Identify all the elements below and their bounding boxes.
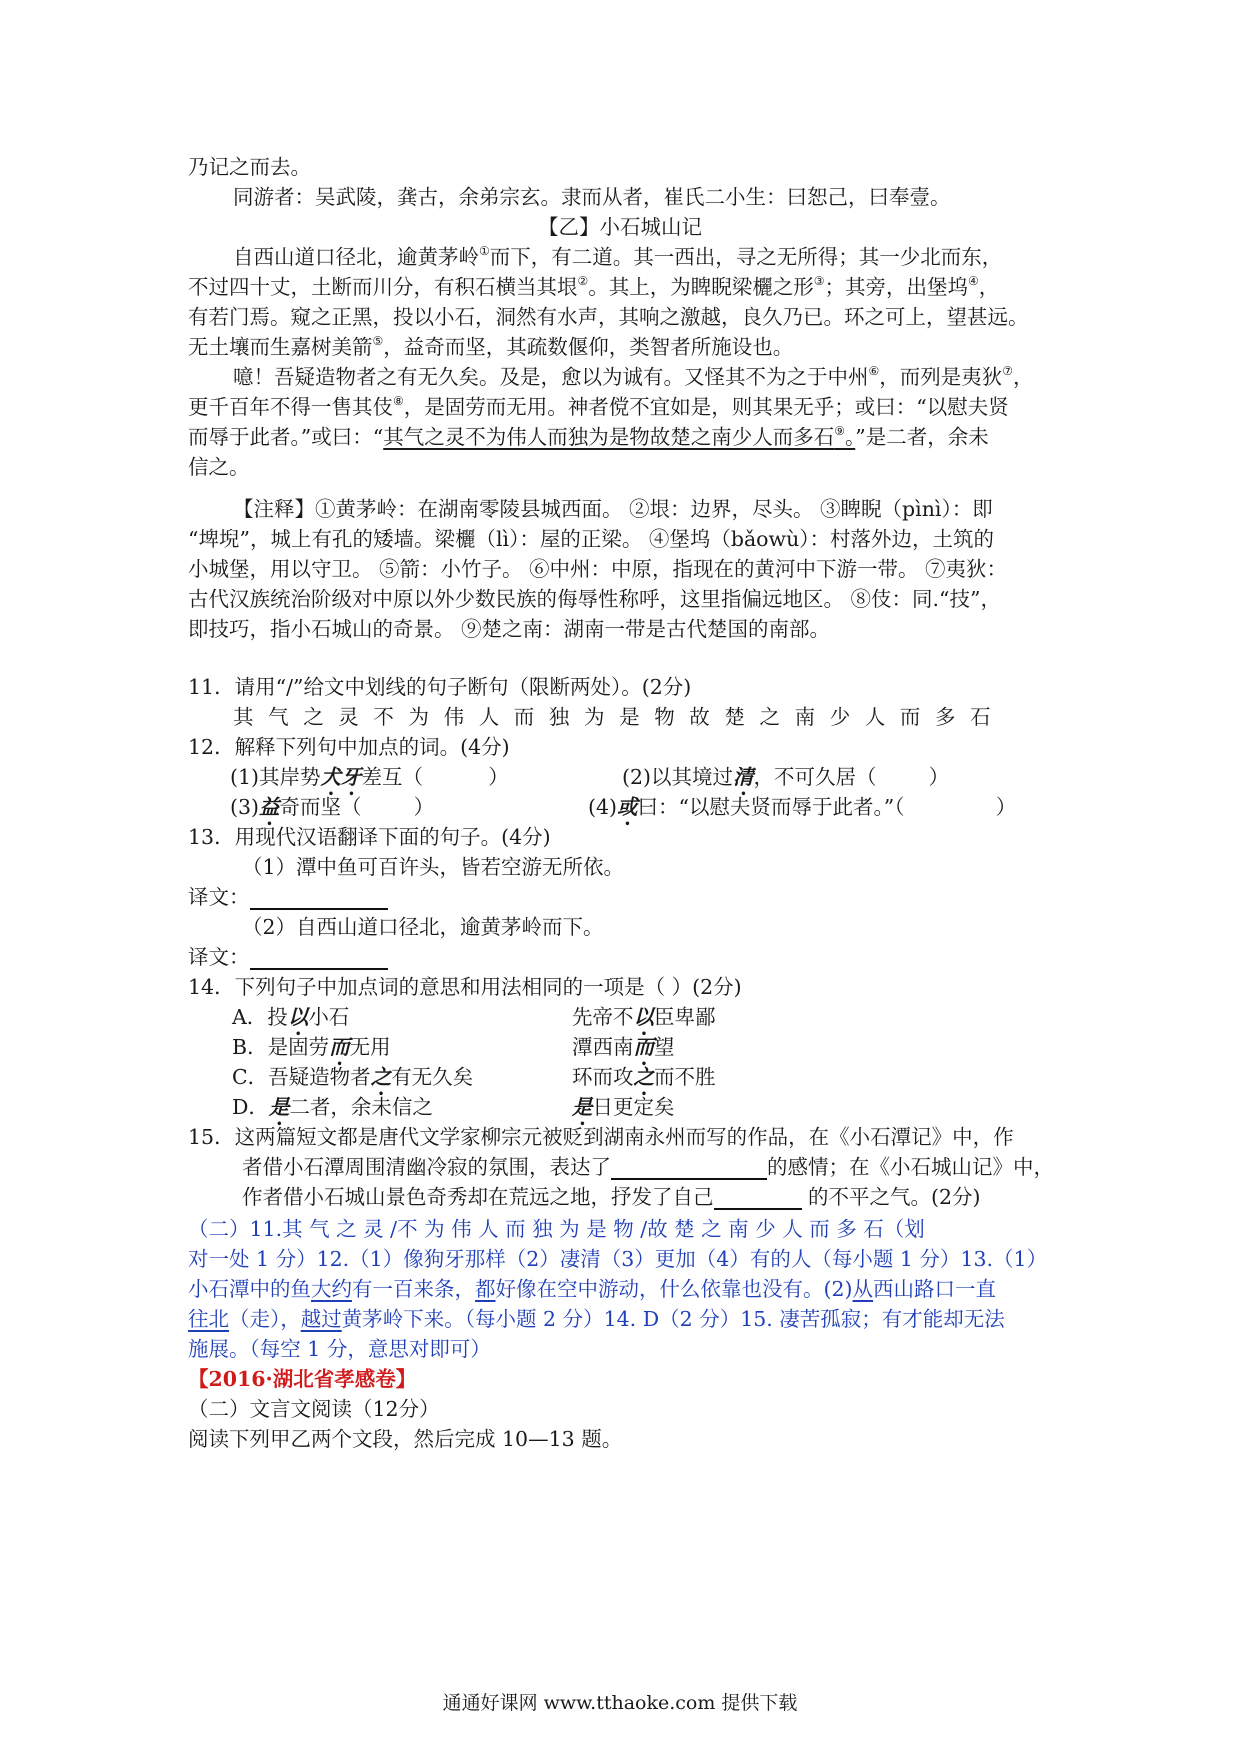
page-footer: 通通好课网 www.tthaoke.com 提供下载 — [442, 1692, 798, 1714]
question-11-stem: 11．请用“/”给文中划线的句子断句（限断两处）。(2分) — [188, 675, 692, 699]
section-title: 【乙】小石城山记 — [538, 215, 702, 239]
question-12-stem: 12．解释下列句中加点的词。(4分) — [188, 735, 510, 759]
question-15-line: 15．这两篇短文都是唐代文学家柳宗元被贬到湖南永州而写的作品，在《小石潭记》中，作 — [188, 1125, 1014, 1149]
notes-line: 小城堡，用以守卫。 ⑤箭：小竹子。 ⑥中州：中原，指现在的黄河中下游一带。 ⑦夷狄： — [188, 557, 1008, 581]
notes-line: 【注释】①黄茅岭：在湖南零陵县城西面。 ②垠：边界，尽头。 ③睥睨（pìnì）：即 — [233, 497, 993, 521]
question-11-sentence: 其气之灵不为伟人而独为是物故楚之南少人而多石 — [233, 705, 1006, 729]
answer-key-line: 往北（走），越过黄茅岭下来。（每小题 2 分）14. D（2 分）15. 凄苦孤寂；有才能却无法 — [188, 1307, 1005, 1331]
option-c-right: 环而攻之而不胜 — [572, 1065, 716, 1089]
underlined-sentence: 其气之灵不为伟人而独为是物故楚之南少人而多石⑨。 — [383, 424, 856, 449]
passage-line: 更千百年不得一售其伎⑧，是固劳而无用。神者傥不宜如是，则其果无乎；或曰：“以慰夫贤 — [188, 394, 1009, 419]
question-12-item-3: (3)益奇而坚（ ） — [230, 795, 435, 819]
instruction-text: 阅读下列甲乙两个文段，然后完成 10—13 题。 — [188, 1427, 623, 1451]
question-12-item-4: (4)或曰：“以慰夫贤而辱于此者。”（ ） — [588, 795, 1017, 819]
option-c-left: C．吾疑造物者之有无久矣 — [232, 1065, 474, 1089]
option-d-right: 是日更定矣 — [572, 1095, 675, 1119]
translation-label: 译文： — [188, 882, 1052, 912]
passage-line: 同游者：吴武陵，龚古，余弟宗玄。隶而从者，崔氏二小生：曰恕己，曰奉壹。 — [233, 185, 951, 209]
question-13-sentence-2: （2）自西山道口径北，逾黄茅岭而下。 — [242, 915, 604, 939]
passage-line: 无土壤而生嘉树美箭⑤，益奇而坚，其疏数偃仰，类智者所施设也。 — [188, 334, 794, 359]
answer-blank[interactable] — [611, 1156, 767, 1180]
option-b-left: B．是固劳而无用 — [232, 1035, 391, 1059]
passage-line: 有若门焉。窥之正黑，投以小石，洞然有水声，其响之激越，良久乃已。环之可上，望甚远。 — [188, 305, 1029, 329]
answer-key-line: （二）11.其 气 之 灵 /不 为 伟 人 而 独 为 是 物 /故 楚 之 南 少 人 而 多 石（划 — [188, 1217, 925, 1241]
answer-blank[interactable] — [250, 946, 388, 970]
option-a-right: 先帝不以臣卑鄙 — [572, 1005, 716, 1029]
passage-line: 自西山道口径北，逾黄茅岭①而下，有二道。其一西出，寻之无所得；其一少北而东， — [233, 244, 1003, 269]
notes-line: “埤堄”，城上有孔的矮墙。梁欐（lì）：屋的正梁。 ④堡坞（bǎowù）：村落外边，土筑的 — [188, 527, 995, 551]
question-12-item-1: (1)其岸势犬牙差互（ ） — [230, 765, 509, 789]
source-heading: 【2016·湖北省孝感卷】 — [188, 1367, 417, 1391]
translation-label: 译文： — [188, 942, 1052, 972]
answer-blank[interactable] — [250, 886, 388, 910]
answer-key-line: 施展。（每空 1 分，意思对即可） — [188, 1337, 491, 1361]
question-12-item-2: (2)以其境过清，不可久居（ ） — [622, 765, 950, 789]
notes-line: 古代汉族统治阶级对中原以外少数民族的侮辱性称呼，这里指偏远地区。 ⑧伎：同.“技”， — [188, 587, 1001, 611]
option-a-left: A．投以小石 — [232, 1005, 350, 1029]
notes-line: 即技巧，指小石城山的奇景。 ⑨楚之南：湖南一带是古代楚国的南部。 — [188, 617, 831, 641]
answer-key-line: 对一处 1 分）12.（1）像狗牙那样（2）凄清（3）更加（4）有的人（每小题 1 分）13.（1） — [188, 1247, 1048, 1271]
answer-key-line: 小石潭中的鱼大约有一百来条，都好像在空中游动，什么依靠也没有。(2)从西山路口一直 — [188, 1277, 997, 1301]
option-d-left: D．是二者，余未信之 — [232, 1095, 433, 1119]
passage-line: 而辱于此者。”或曰：“其气之灵不为伟人而独为是物故楚之南少人而多石⑨。”是二者，余未 — [188, 424, 989, 449]
passage-line: 不过四十丈，土断而川分，有积石横当其垠②。其上，为睥睨梁欐之形③；其旁，出堡坞④， — [188, 274, 1000, 299]
question-15-line: 者借小石潭周围清幽冷寂的氛围，表达了 的感情；在《小石城山记》中， — [242, 1155, 1054, 1179]
question-13-stem: 13．用现代汉语翻译下面的句子。(4分) — [188, 825, 551, 849]
section-heading: （二）文言文阅读（12分） — [188, 1397, 440, 1421]
question-15-line: 作者借小石城山景色奇秀却在荒远之地，抒发了自己 的不平之气。(2分) — [242, 1185, 981, 1209]
answer-blank[interactable] — [714, 1186, 802, 1210]
question-13-sentence-1: （1）潭中鱼可百许头，皆若空游无所依。 — [242, 855, 625, 879]
passage-line: 信之。 — [188, 455, 250, 479]
passage-line: 噫！吾疑造物者之有无久矣。及是，愈以为诚有。又怪其不为之于中州⑥，而列是夷狄⑦， — [233, 364, 1034, 389]
passage-line: 乃记之而去。 — [188, 155, 311, 179]
question-14-stem: 14．下列句子中加点词的意思和用法相同的一项是（ ）(2分) — [188, 975, 742, 999]
option-b-right: 潭西南而望 — [572, 1035, 675, 1059]
